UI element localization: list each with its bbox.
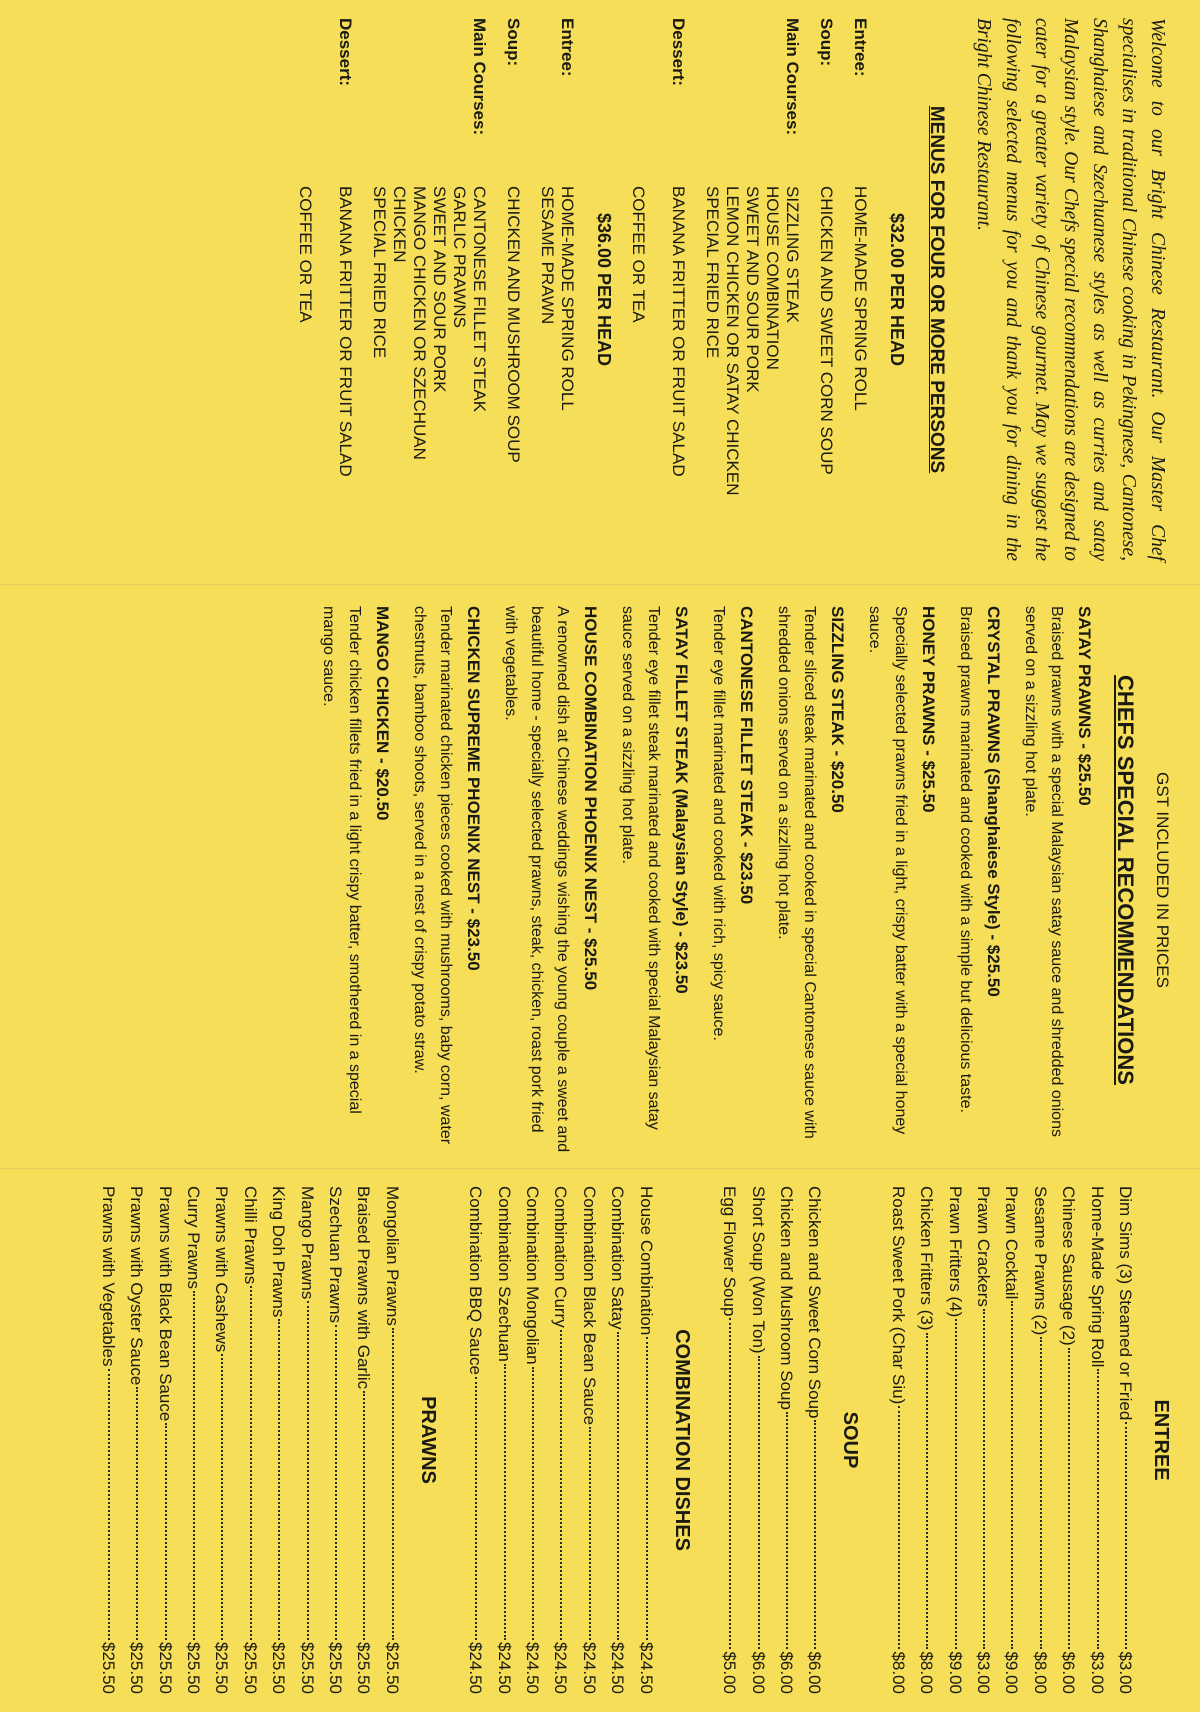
item-name: Mongolian Prawns bbox=[382, 1186, 402, 1326]
dish-description: Specially selected prawns fried in a light, crispy batter with a special honey sauce. bbox=[866, 606, 909, 1135]
item-name: Combination Curry bbox=[551, 1186, 571, 1328]
category-title: SOUP bbox=[839, 1411, 862, 1469]
menu-item bbox=[150, 1186, 178, 1694]
gst-note: GST INCLUDED IN PRICES bbox=[1153, 771, 1172, 988]
set-course-row bbox=[628, 18, 688, 561]
course-items bbox=[816, 186, 836, 475]
dot-leader bbox=[758, 1356, 760, 1650]
item-name: Combination Black Bean Sauce bbox=[579, 1186, 599, 1426]
dot-leader bbox=[898, 1406, 900, 1649]
set-course-row bbox=[369, 18, 489, 561]
category-title: COMBINATION DISHES bbox=[670, 1329, 693, 1551]
course-item: SPECIAL FRIED RICE bbox=[703, 186, 722, 359]
item-name: Roast Sweet Pork (Char Siu) bbox=[888, 1186, 908, 1405]
dot-leader bbox=[955, 1319, 957, 1649]
dish-description: Braised prawns with a special Malaysian satay sauce and shredded onions served on a sizzling hot plate. bbox=[1022, 606, 1065, 1137]
item-price: $3.00 bbox=[973, 1651, 993, 1694]
dot-leader bbox=[392, 1328, 394, 1640]
item-name: Mango Prawns bbox=[297, 1186, 317, 1300]
item-name: Szechuan Prawns bbox=[326, 1186, 346, 1324]
dish-description: Tender eye fillet steak marinated and cooked with special Malaysian satay sauce served on a sizzling hot plate. bbox=[619, 606, 662, 1130]
welcome-text: Welcome to our Bright Chinese Restaurant. Our Master Chef specialises in traditional Chinese cooking in Pekingnese, Cantonese, Shanghaiese and Szechuanese styles as well as curries and satay Malaysian style. Our Chefs special recommendations are designed to cater for a greater variety of Chinese gourmet. May we suggest the following selected menus for you and thank you for dining in the Bright Chinese Restaurant. bbox=[973, 18, 1168, 561]
item-name: Combination Szechuan bbox=[494, 1186, 514, 1362]
item-price: $25.50 bbox=[297, 1642, 317, 1694]
price-list bbox=[715, 1186, 829, 1694]
item-price: $25.50 bbox=[354, 1642, 374, 1694]
price-list bbox=[461, 1186, 660, 1694]
dish-description: Tender eye fillet marinated and cooked with rich, spicy sauce. bbox=[710, 606, 727, 1041]
price-list bbox=[93, 1186, 405, 1694]
menu-item bbox=[461, 1186, 489, 1694]
price-list bbox=[883, 1186, 1139, 1694]
menu-item bbox=[292, 1186, 320, 1694]
course-item: BANANA FRITTER OR FRUIT SALAD bbox=[336, 186, 355, 477]
item-name: Egg Flower Soup bbox=[720, 1186, 740, 1317]
dot-leader bbox=[786, 1412, 788, 1649]
dish-name: CANTONESE FILLET STEAK - $23.50 bbox=[737, 606, 756, 905]
course-item: GARLIC PRAWNS bbox=[450, 186, 469, 329]
item-price: $24.50 bbox=[551, 1642, 571, 1694]
item-price: $8.00 bbox=[917, 1651, 937, 1694]
special-dish bbox=[497, 606, 600, 1154]
item-price: $24.50 bbox=[523, 1642, 543, 1694]
menu-item bbox=[122, 1186, 150, 1694]
item-price: $25.50 bbox=[269, 1642, 289, 1694]
dish-name: SATAY PRAWNS - $25.50 bbox=[1075, 606, 1094, 806]
dot-leader bbox=[646, 1337, 648, 1640]
menu-item bbox=[743, 1186, 771, 1694]
course-item: HOME-MADE SPRING ROLL bbox=[558, 186, 577, 411]
menu-item bbox=[1111, 1186, 1139, 1694]
item-price: $24.50 bbox=[636, 1642, 656, 1694]
dish-name: SATAY FILLET STEAK (Malaysian Style) - $23.50 bbox=[672, 606, 691, 994]
set-course-row bbox=[295, 18, 355, 561]
item-price: $25.50 bbox=[212, 1642, 232, 1694]
menu-item bbox=[1082, 1186, 1110, 1694]
course-item: SWEET AND SOUR PORK bbox=[743, 186, 762, 393]
course-item: SESAME PRAWN bbox=[538, 186, 557, 325]
course-label: Dessert: bbox=[336, 18, 355, 87]
item-price: $3.00 bbox=[1087, 1651, 1107, 1694]
dot-leader bbox=[1125, 1422, 1127, 1649]
item-price: $9.00 bbox=[945, 1651, 965, 1694]
dot-leader bbox=[1097, 1369, 1099, 1649]
dot-leader bbox=[589, 1427, 591, 1640]
chefs-special-title: CHEFS SPECIAL RECOMMENDATIONS bbox=[1113, 675, 1138, 1085]
item-price: $25.50 bbox=[326, 1642, 346, 1694]
set-course-row bbox=[850, 18, 870, 561]
course-label: Soup: bbox=[504, 18, 523, 67]
course-item: CHICKEN AND MUSHROOM SOUP bbox=[504, 186, 523, 463]
menu-item bbox=[997, 1186, 1025, 1694]
course-items bbox=[503, 186, 523, 463]
special-dish bbox=[1017, 606, 1094, 1154]
item-name: Home-Made Spring Roll bbox=[1087, 1186, 1107, 1368]
dish-name: CHICKEN SUPREME PHOENIX NEST - $23.50 bbox=[464, 606, 483, 971]
course-item: SPECIAL FRIED RICE bbox=[370, 186, 389, 359]
dot-leader bbox=[983, 1309, 985, 1650]
menu-item bbox=[179, 1186, 207, 1694]
menu-item bbox=[631, 1186, 659, 1694]
menu-item bbox=[264, 1186, 292, 1694]
dish-description: Tender marinated chicken pieces cooked with mushrooms, baby corn, water chestnuts, bamboo shoots, served in a nest of crispy potato straw. bbox=[411, 606, 454, 1145]
menu-item bbox=[800, 1186, 828, 1694]
course-item bbox=[315, 186, 335, 477]
item-price: $24.50 bbox=[466, 1642, 486, 1694]
item-price: $6.00 bbox=[776, 1651, 796, 1694]
item-price: $9.00 bbox=[1002, 1651, 1022, 1694]
dish-description: Tender chicken fillets fried in a light crispy batter, smothered in a special mango sauce. bbox=[320, 606, 363, 1114]
course-item: HOME-MADE SPRING ROLL bbox=[851, 186, 870, 411]
category-title: PRAWNS bbox=[416, 1396, 439, 1484]
item-price: $25.50 bbox=[127, 1642, 147, 1694]
dish-name: MANGO CHICKEN - $20.50 bbox=[373, 606, 392, 821]
item-price: $3.00 bbox=[1116, 1651, 1135, 1694]
chefs-special-list bbox=[315, 606, 1094, 1154]
set-price: $32.00 PER HEAD bbox=[887, 212, 907, 367]
item-name: Chicken and Sweet Corn Soup bbox=[805, 1186, 825, 1419]
item-price: $25.50 bbox=[240, 1642, 260, 1694]
course-items bbox=[628, 186, 688, 477]
item-price: $6.00 bbox=[1059, 1651, 1079, 1694]
menu-item bbox=[772, 1186, 800, 1694]
item-price: $6.00 bbox=[805, 1651, 825, 1694]
dot-leader bbox=[165, 1423, 167, 1640]
item-name: Curry Prawns bbox=[184, 1186, 204, 1289]
menu-item bbox=[575, 1186, 603, 1694]
course-label: Entree: bbox=[558, 18, 577, 77]
course-item: CHICKEN AND SWEET CORN SOUP bbox=[817, 186, 836, 475]
dot-leader bbox=[250, 1286, 252, 1640]
price-categories bbox=[93, 1186, 1172, 1694]
dot-leader bbox=[1068, 1348, 1070, 1650]
item-name: Prawn Cocktail bbox=[1002, 1186, 1022, 1300]
dish-description: A renowned dish at Chinese weddings wishing the young couple a sweet and beautiful home - specially selected prawns, steak, chicken, roast pork fried with vegetables. bbox=[502, 606, 571, 1153]
course-items bbox=[369, 186, 489, 460]
fold-line bbox=[0, 1168, 1200, 1170]
item-name: Braised Prawns with Garlic bbox=[354, 1186, 374, 1390]
special-dish bbox=[952, 606, 1003, 1154]
dot-leader bbox=[1011, 1301, 1013, 1649]
menu-item bbox=[715, 1186, 743, 1694]
item-name: Combination Satay bbox=[608, 1186, 628, 1330]
dish-name: CRYSTAL PRAWNS (Shanghaiese Style) - $25.50 bbox=[984, 606, 1003, 997]
dot-leader bbox=[136, 1387, 138, 1640]
set-course-row bbox=[503, 18, 523, 561]
menu-item bbox=[377, 1186, 405, 1694]
dish-name: HOUSE COMBINATION PHOENIX NEST - $25.50 bbox=[581, 606, 600, 991]
price-list-panel bbox=[10, 1180, 1172, 1700]
dot-leader bbox=[504, 1364, 506, 1640]
dot-leader bbox=[617, 1332, 619, 1640]
item-name: Combination BBQ Sauce bbox=[466, 1186, 486, 1375]
dot-leader bbox=[561, 1330, 563, 1640]
set-price: $36.00 PER HEAD bbox=[594, 212, 614, 367]
dot-leader bbox=[108, 1369, 110, 1641]
course-items bbox=[537, 186, 577, 411]
course-item: SWEET AND SOUR PORK bbox=[430, 186, 449, 393]
special-dish bbox=[614, 606, 691, 1154]
menu-item bbox=[1025, 1186, 1053, 1694]
special-dish bbox=[770, 606, 847, 1154]
item-name: Prawn Fritters (4) bbox=[945, 1186, 965, 1318]
dot-leader bbox=[1040, 1337, 1042, 1649]
course-label: Soup: bbox=[817, 18, 836, 67]
special-dish bbox=[705, 606, 756, 1154]
item-name: Prawns with Vegetables bbox=[98, 1186, 118, 1367]
item-price: $24.50 bbox=[494, 1642, 514, 1694]
set-menus-title: MENUS FOR FOUR OR MORE PERSONS bbox=[926, 105, 947, 474]
dish-description: Tender sliced steak marinated and cooked in special Cantonese sauce with shredded onions served on a sizzling hot plate. bbox=[775, 606, 818, 1139]
menu-item bbox=[940, 1186, 968, 1694]
dot-leader bbox=[335, 1325, 337, 1640]
item-price: $25.50 bbox=[98, 1642, 118, 1694]
special-dish bbox=[406, 606, 483, 1154]
special-dish bbox=[315, 606, 392, 1154]
item-name: Combination Mongolian bbox=[523, 1186, 543, 1365]
item-name: Short Soup (Won Ton) bbox=[748, 1186, 768, 1354]
menu-item bbox=[883, 1186, 911, 1694]
dot-leader bbox=[363, 1391, 365, 1640]
dot-leader bbox=[307, 1301, 309, 1640]
dot-leader bbox=[475, 1377, 477, 1640]
menu-item bbox=[235, 1186, 263, 1694]
dish-name: SIZZLING STEAK - $20.50 bbox=[828, 606, 847, 813]
dot-leader bbox=[278, 1319, 280, 1640]
course-item: COFFEE OR TEA bbox=[629, 186, 648, 323]
item-name: Dim Sims (3) Steamed or Fried bbox=[1116, 1186, 1135, 1421]
menu-item bbox=[1054, 1186, 1082, 1694]
item-price: $8.00 bbox=[1030, 1651, 1050, 1694]
item-name: Chinese Sausage (2) bbox=[1059, 1186, 1079, 1346]
menu-item bbox=[207, 1186, 235, 1694]
course-items bbox=[850, 186, 870, 411]
course-label: Dessert: bbox=[669, 18, 688, 87]
chefs-special-panel bbox=[10, 600, 1172, 1160]
item-price: $24.50 bbox=[579, 1642, 599, 1694]
dot-leader bbox=[926, 1333, 928, 1650]
menu-item bbox=[518, 1186, 546, 1694]
item-name: Prawn Crackers bbox=[973, 1186, 993, 1307]
set-menus-panel bbox=[10, 12, 1172, 567]
set-course-row bbox=[816, 18, 836, 561]
item-name: Chilli Prawns bbox=[240, 1186, 260, 1285]
menu-item bbox=[93, 1186, 121, 1694]
item-name: Chicken Fritters (3) bbox=[917, 1186, 937, 1331]
item-name: Sesame Prawns (2) bbox=[1030, 1186, 1050, 1336]
item-name: Prawns with Oyster Sauce bbox=[127, 1186, 147, 1386]
item-name: Prawns with Cashews bbox=[212, 1186, 232, 1353]
item-price: $6.00 bbox=[748, 1651, 768, 1694]
course-label: Main Courses: bbox=[470, 18, 489, 136]
set-menus bbox=[295, 18, 907, 561]
special-dish bbox=[861, 606, 938, 1154]
dot-leader bbox=[532, 1367, 534, 1640]
dot-leader bbox=[221, 1354, 223, 1640]
item-price: $25.50 bbox=[155, 1642, 175, 1694]
course-items bbox=[702, 186, 802, 496]
course-item: LEMON CHICKEN OR SATAY CHICKEN bbox=[723, 186, 742, 496]
menu-item bbox=[603, 1186, 631, 1694]
set-course-row bbox=[537, 18, 577, 561]
menu-item bbox=[969, 1186, 997, 1694]
course-items bbox=[295, 186, 355, 477]
dot-leader bbox=[193, 1291, 195, 1640]
course-item: CANTONESE FILLET STEAK bbox=[470, 186, 489, 413]
item-price: $5.00 bbox=[720, 1651, 740, 1694]
dot-leader bbox=[814, 1420, 816, 1649]
set-course-row bbox=[702, 18, 802, 561]
menu-item bbox=[912, 1186, 940, 1694]
course-item bbox=[648, 186, 668, 477]
course-label: Entree: bbox=[851, 18, 870, 77]
item-price: $8.00 bbox=[888, 1651, 908, 1694]
course-item: CHICKEN bbox=[390, 186, 409, 263]
menu-item bbox=[349, 1186, 377, 1694]
menu-item bbox=[489, 1186, 517, 1694]
dish-name: HONEY PRAWNS - $25.50 bbox=[919, 606, 938, 813]
item-name: House Combination bbox=[636, 1186, 656, 1336]
fold-line bbox=[0, 584, 1200, 586]
dish-description: Braised prawns marinated and cooked with a simple but delicious taste. bbox=[957, 606, 974, 1113]
course-item: BANANA FRITTER OR FRUIT SALAD bbox=[669, 186, 688, 477]
item-name: King Doh Prawns bbox=[269, 1186, 289, 1318]
item-price: $24.50 bbox=[608, 1642, 628, 1694]
course-item: SIZZLING STEAK bbox=[783, 186, 802, 323]
category-title: ENTREE bbox=[1150, 1399, 1172, 1481]
course-item: COFFEE OR TEA bbox=[296, 186, 315, 323]
dot-leader bbox=[729, 1318, 731, 1649]
course-item: MANGO CHICKEN OR SZECHUAN bbox=[410, 186, 429, 460]
item-price: $25.50 bbox=[382, 1642, 402, 1694]
item-name: Chicken and Mushroom Soup bbox=[776, 1186, 796, 1410]
course-item: HOUSE COMBINATION bbox=[763, 186, 782, 370]
course-label: Main Courses: bbox=[783, 18, 802, 136]
menu-item bbox=[321, 1186, 349, 1694]
item-price: $25.50 bbox=[184, 1642, 204, 1694]
menu-item bbox=[546, 1186, 574, 1694]
item-name: Prawns with Black Bean Sauce bbox=[155, 1186, 175, 1422]
